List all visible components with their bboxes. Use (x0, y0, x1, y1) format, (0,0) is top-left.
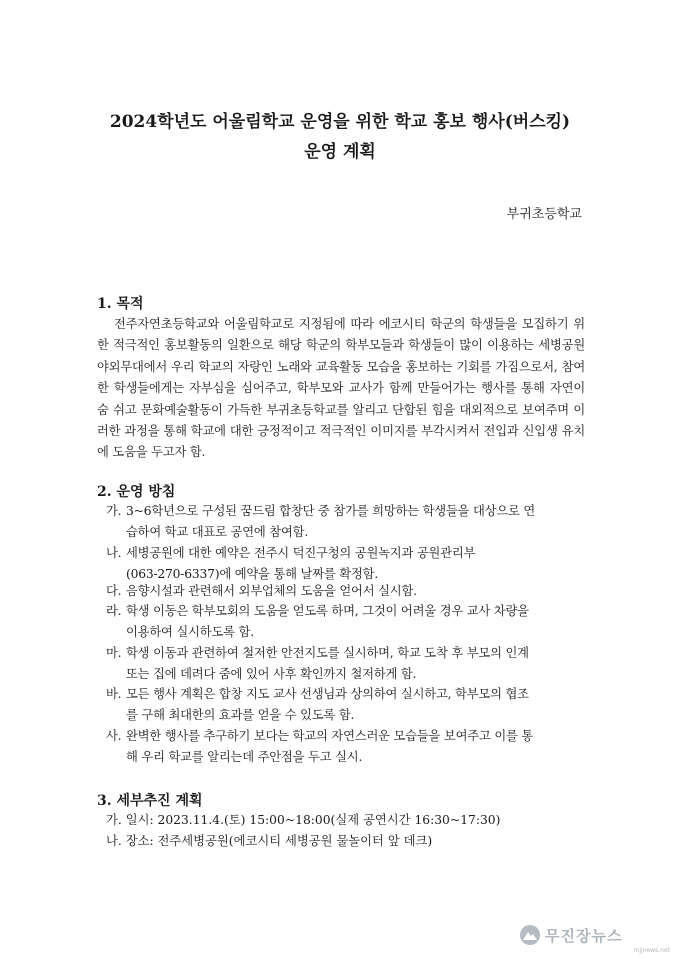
title-line-2: 운영 계획 (304, 142, 376, 162)
school-name: 부귀초등학교 (506, 207, 582, 222)
policy-item-line1: 세병공원에 대한 예약은 전주시 덕진구청의 공원녹지과 공원관리부 (126, 546, 476, 560)
document-title (0, 107, 680, 167)
policy-item-line1: 모든 행사 계획은 합창 지도 교사 선생님과 상의하여 실시하고, 학부모의 협조 (126, 687, 529, 701)
policy-item-label: 다. (106, 584, 122, 598)
policy-item-line2: 이용하여 실시하도록 함. (126, 624, 254, 639)
policy-item-1 (106, 501, 586, 542)
section-2-heading: 2. 운영 방침 (97, 484, 176, 500)
section-1-heading: 1. 목적 (97, 296, 144, 312)
policy-item-7 (106, 726, 586, 767)
section-1-text: 전주자연초등학교와 어울림학교로 지정됨에 따라 에코시티 학군의 학생들을 모집하기 위한 적극적인 홍보활동의 일환으로 해당 학군의 학부모들과 학생들이 많이 이용하는 세병공원 야외무대에서 우리 학교의 자랑인 노래와 교육활동 모습을 홍보하는 기회를 가짐으로서, 참여한 학생들에게는 자부심을 심어주고, 학부모와 교사가 함께 만들어가는 행사를 통해 자연이 숨 쉬고 문화예술활동이 가득한 부귀초등학교를 알리고 단합된 힘을 대외적으로 보여주며 이러한 과정을 통해 학교에 대한 긍정적이고 적극적인 이미지를 부각시켜서 전입과 신입생 유치에 도움을 두고자 함. (97, 317, 585, 460)
detail-item-datetime: 가. 일시: 2023.11.4.(토) 15:00~18:00(실제 공연시간 16:30~17:30) (106, 813, 501, 827)
policy-item-line1: 학생 이동과 관련하여 철저한 안전지도를 실시하며, 학교 도착 후 부모의 인계 (126, 646, 529, 660)
policy-item-line2: 를 구해 최대한의 효과를 얻을 수 있도록 함. (126, 707, 355, 722)
policy-item-3 (106, 581, 586, 602)
policy-item-line1: 완벽한 행사를 추구하기 보다는 학교의 자연스러운 모습들을 보여주고 이를 통 (126, 729, 534, 743)
policy-item-label: 사. (106, 729, 122, 743)
policy-item-line1: 3~6학년으로 구성된 꿈드림 합창단 중 참가를 희망하는 학생들을 대상으로 연 (126, 504, 536, 518)
policy-item-label: 마. (106, 646, 122, 660)
policy-item-label: 라. (106, 604, 122, 618)
policy-item-line1: 학생 이동은 학부모회의 도움을 얻도록 하며, 그것이 어려울 경우 교사 차량을 (126, 604, 529, 618)
policy-item-line2: 해 우리 학교를 알리는데 주안점을 두고 실시. (126, 749, 363, 764)
title-line-1: 2024학년도 어울림학교 운영을 위한 학교 홍보 행사(버스킹) (109, 112, 571, 132)
policy-item-line1: 음향시설과 관련해서 외부업체의 도움을 얻어서 실시함. (126, 584, 417, 598)
policy-item-line2: 습하여 학교 대표로 공연에 참여함. (126, 524, 309, 539)
policy-item-2 (106, 543, 586, 584)
policy-item-4 (106, 601, 586, 642)
watermark-url: mjjnews.net (633, 947, 670, 954)
policy-item-label: 가. (106, 504, 122, 518)
policy-item-line2: 또는 집에 데려다 줌에 있어 사후 확인까지 철저하게 함. (126, 666, 417, 681)
policy-item-5 (106, 643, 586, 684)
policy-item-label: 나. (106, 546, 122, 560)
policy-item-6 (106, 684, 586, 725)
mountain-logo-icon (520, 925, 540, 945)
section-3-heading: 3. 세부추진 계획 (97, 793, 203, 809)
news-watermark (520, 918, 670, 952)
watermark-name: 무진장뉴스 (545, 926, 623, 945)
detail-item-location: 나. 장소: 전주세병공원(에코시티 세병공원 물놀이터 앞 데크) (106, 834, 433, 848)
policy-item-label: 바. (106, 687, 122, 701)
policy-item-line2: (063-270-6337)에 예약을 통해 날짜를 확정함. (126, 566, 379, 581)
